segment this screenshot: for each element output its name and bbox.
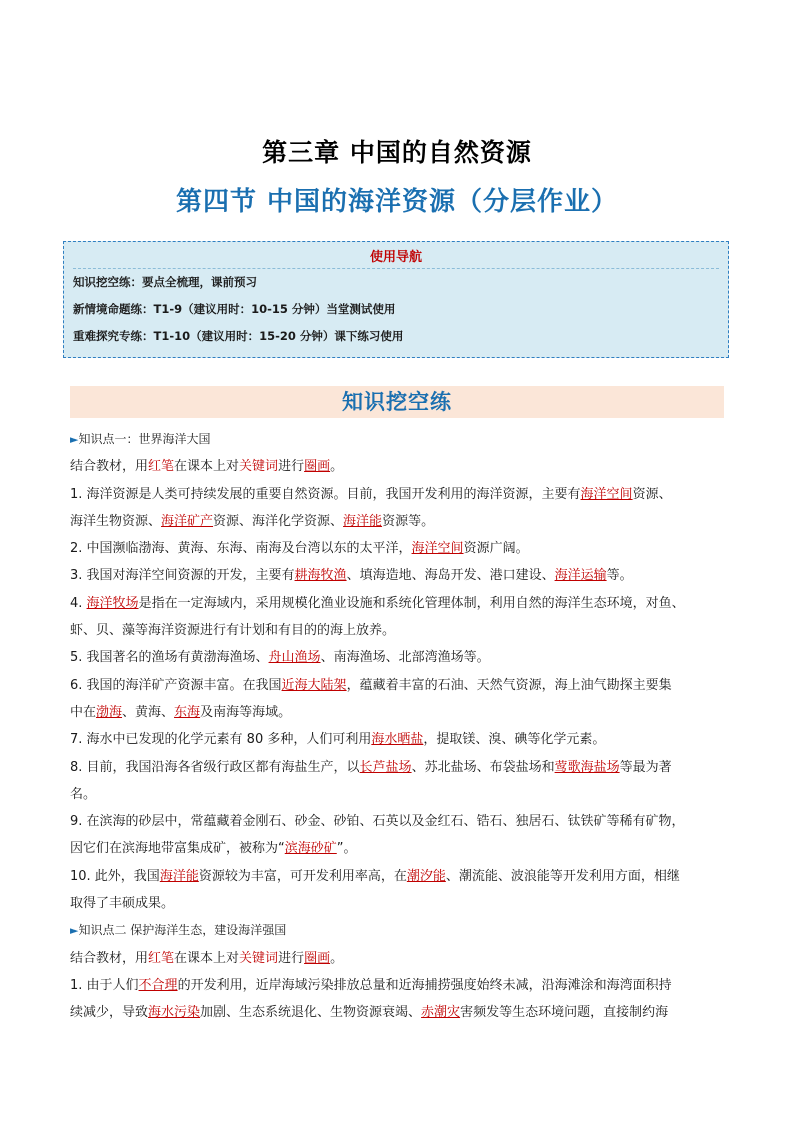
list-item: 7. 海水中已发现的化学元素有 80 多种，人们可利用海水晒盐，提取镁、溴、碘等化学元素。 <box>70 732 606 748</box>
list-item: 2. 中国濒临渤海、黄海、东海、南海及台湾以东的太平洋，海洋空间资源广阔。 <box>70 541 529 557</box>
instruction-line: 结合教材，用红笔在课本上对关键词进行圈画。 <box>70 950 344 966</box>
list-item: 6. 我国的海洋矿产资源丰富。在我国近海大陆架，蕴藏着丰富的石油、天然气资源，海上油气勘探主要集 <box>70 677 672 693</box>
knowledge-point-heading <box>70 917 730 944</box>
instruction-line: 结合教材，用红笔在课本上对关键词进行圈画。 <box>70 459 344 475</box>
list-item: 因它们在滨海地带富集成矿，被称为“滨海砂矿”。 <box>70 841 357 857</box>
navigation-row: 新情境命题练：T1-9（建议用时：10-15 分钟）当堂测试使用 <box>73 302 396 316</box>
list-item: 3. 我国对海洋空间资源的开发，主要有耕海牧渔、填海造地、海岛开发、港口建设、海洋运输等。 <box>70 568 633 584</box>
triangle-icon: ► <box>70 924 79 938</box>
list-item: 取得了丰硕成果。 <box>70 896 175 912</box>
chapter-title: 第三章 中国的自然资源 <box>262 138 532 167</box>
knowledge-point-heading <box>70 426 730 453</box>
navigation-title: 使用导航 <box>369 250 422 265</box>
list-item: 9. 在滨海的砂层中，常蕴藏着金刚石、砂金、砂铂、石英以及金红石、锆石、独居石、钛铁矿等稀有矿物， <box>70 814 685 830</box>
usage-navigation-box <box>63 241 729 358</box>
section-title: 第四节 中国的海洋资源（分层作业） <box>175 187 619 217</box>
section-band-title: 知识挖空练 <box>70 386 724 418</box>
navigation-row: 知识挖空练：要点全梳理，课前预习 <box>73 268 719 296</box>
list-item: 虾、贝、藻等海洋资源进行有计划和有目的的海上放养。 <box>70 623 396 639</box>
list-item: 8. 目前，我国沿海各省级行政区都有海盐生产，以长芦盐场、苏北盐场、布袋盐场和莺歌海盐场等最为著 <box>70 759 672 775</box>
content-body <box>70 426 730 1027</box>
navigation-row: 重难探究专练：T1-10（建议用时：15-20 分钟）课下练习使用 <box>73 329 404 343</box>
list-item: 海洋生物资源、海洋矿产资源、海洋化学资源、海洋能资源等。 <box>70 513 435 529</box>
triangle-icon: ► <box>70 433 79 446</box>
list-item: 1. 由于人们不合理的开发利用，近岸海域污染排放总量和近海捕捞强度始终未减，沿海滩涂和海湾面积持 <box>70 977 672 993</box>
list-item: 名。 <box>70 786 97 802</box>
list-item: 1. 海洋资源是人类可持续发展的重要自然资源。目前，我国开发利用的海洋资源，主要有海洋空间资源、 <box>70 486 672 502</box>
list-item: 5. 我国著名的渔场有黄渤海渔场、舟山渔场、南海渔场、北部湾渔场等。 <box>70 650 490 666</box>
list-item: 中在渤海、黄海、东海及南海等海域。 <box>70 704 292 720</box>
list-item: 4. 海洋牧场是指在一定海域内，采用规模化渔业设施和系统化管理体制，利用自然的海洋生态环境，对鱼、 <box>70 595 685 611</box>
knowledge-point-title: 知识点一：世界海洋大国 <box>78 432 211 446</box>
list-item: 10. 此外，我国海洋能资源较为丰富，可开发利用率高，在潮汐能、潮流能、波浪能等开发利用方面，相继 <box>70 868 680 884</box>
list-item: 续减少，导致海水污染加剧、生态系统退化、生物资源衰竭、赤潮灾害频发等生态环境问题，直接制约海 <box>70 1005 669 1021</box>
knowledge-point-title: 知识点二 保护海洋生态，建设海洋强国 <box>78 923 287 938</box>
